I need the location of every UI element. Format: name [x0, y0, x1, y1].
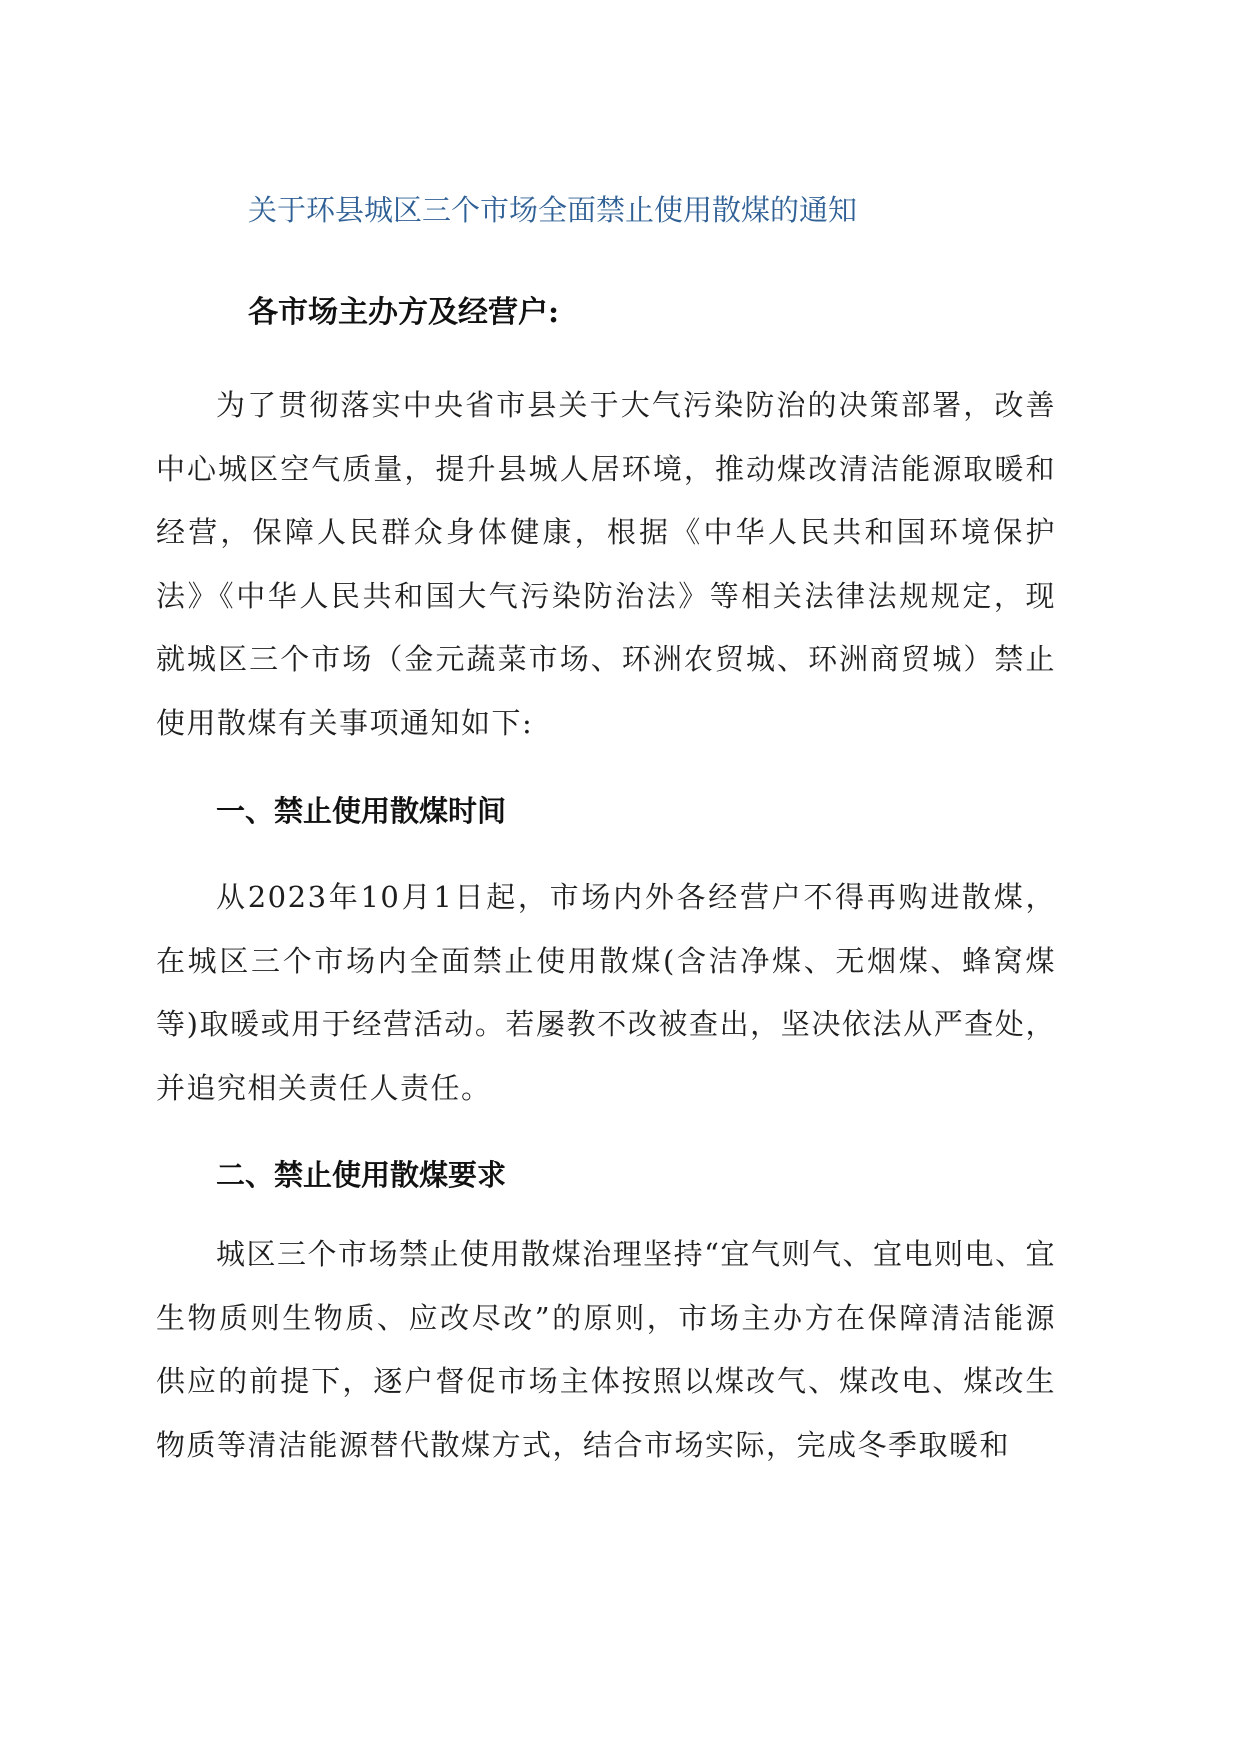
section-2-paragraph: 城区三个市场禁止使用散煤治理坚持“宜气则气、宜电则电、宜生物质则生物质、应改尽改”的原则，市场主办方在保障清洁能源供应的前提下，逐户督促市场主体按照以煤改气、煤改电、煤改生物质等清洁能源替代散煤方式，结合市场实际，完成冬季取暖和	[156, 1237, 1056, 1462]
intro-paragraph: 为了贯彻落实中央省市县关于大气污染防治的决策部署，改善中心城区空气质量，提升县城人居环境，推动煤改清洁能源取暖和经营，保障人民群众身体健康，根据《中华人民共和国环境保护法》《中华人民共和国大气污染防治法》等相关法律法规规定，现就城区三个市场（金元蔬菜市场、环洲农贸城、环洲商贸城）禁止使用散煤有关事项通知如下:	[156, 388, 1056, 740]
salutation: 各市场主办方及经营户:	[248, 295, 560, 330]
section-1-heading: 一、禁止使用散煤时间	[216, 794, 507, 828]
section-1-paragraph: 从2023年10月1日起，市场内外各经营户不得再购进散煤，在城区三个市场内全面禁止使用散煤(含洁净煤、无烟煤、蜂窝煤等)取暖或用于经营活动。若屡教不改被查出，坚决依法从严查处，并追究相关责任人责任。	[156, 880, 1056, 1105]
document-title: 关于环县城区三个市场全面禁止使用散煤的通知	[248, 193, 858, 227]
section-2-heading: 二、禁止使用散煤要求	[216, 1158, 507, 1192]
